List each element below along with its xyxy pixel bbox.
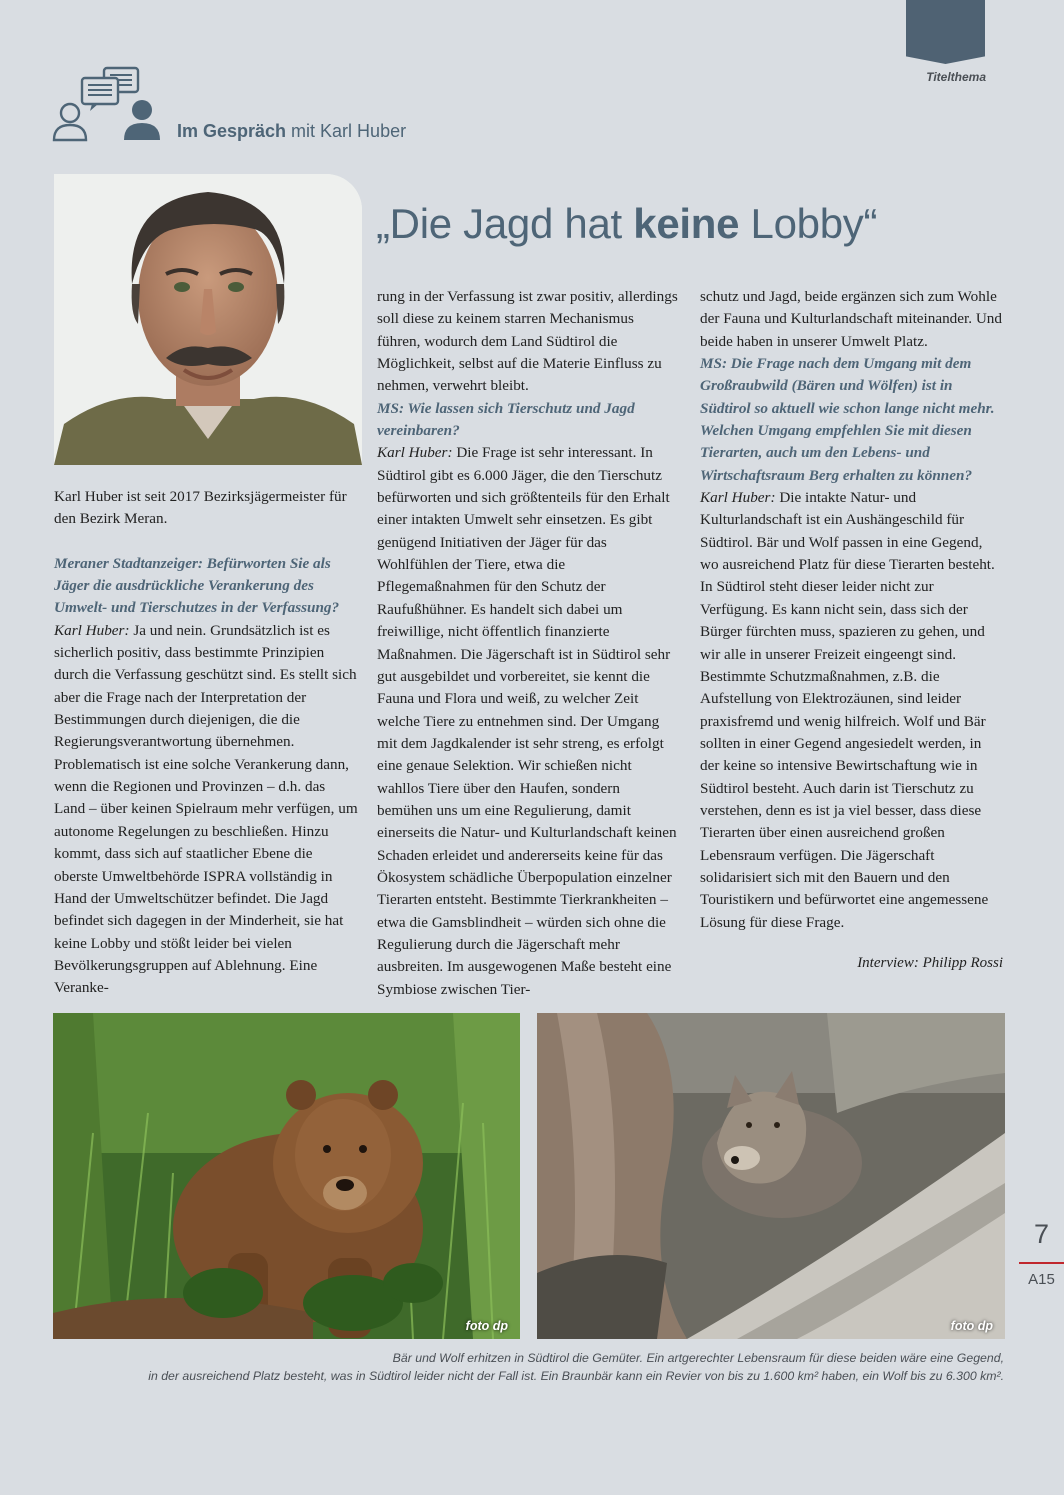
bear-photo <box>53 1013 520 1339</box>
page-number-rule <box>1019 1262 1064 1264</box>
section-tab <box>906 0 985 64</box>
intro-text: Karl Huber ist seit 2017 Bezirksjägermeister für den Bezirk Meran. <box>54 488 347 528</box>
header-title: Im Gespräch mit Karl Huber <box>177 121 407 141</box>
question-3: MS: Die Frage nach dem Umgang mit dem Großraubwild (Bären und Wölfen) ist in Südtirol so aktuell wie schon lange nicht mehr. Welchen Umgang empfehlen Sie mit diesen Tierarten, auch um den Lebens- und Wirtschaftsraum Berg erhalten zu können? <box>700 355 995 484</box>
page-code: A15 <box>1028 1271 1055 1288</box>
section-label: Titelthema <box>926 70 986 84</box>
answer-2: Karl Huber: Die Frage ist sehr interessant. In Südtirol gibt es 6.000 Jäger, die den Tierschutz befürworten und sich größtenteils für den Erhalt einer intakten Umwelt sehr einsetzen. Es gibt genügend Initiativen der Jäger für das Wohlfühlen der Tiere, etwa die Pflegemaßnahmen für den Schutz der Raufußhühner. Es handelt sich dabei um freiwillige, nicht öffentlich finanzierte Maßnahmen. Die Jägerschaft ist in Südtirol sehr gut ausgebildet und vorbereitet, sie kennt die Fauna und Flora und weiß, zu welcher Zeit welche Tiere zu entnehmen sind. Der Umgang mit dem Jagdkalender ist sehr streng, es erfolgt eine genaue Selektion. Wir schießen nicht wahllos Tiere über den Haufen, sondern bemühen uns um eine Regulierung, damit einerseits die Natur- und Kulturlandschaft keinen Schaden erleidet und andererseits keine für das Ökosystem schädliche Überpopulation einzelner Tierarten entsteht. Bestimmte Tierkrankheiten – etwa die Gamsblindheit – würden sich ohne die Regulierung durch die Jägerschaft mehr ausbreiten. Im ausgewogenen Maße besteht eine Symbiose zwischen Tier- <box>377 444 677 998</box>
page-number: 7 <box>1033 1219 1050 1249</box>
photo-caption: Bär und Wolf erhitzen in Südtirol die Gemüter. Ein artgerechter Lebensraum für diese beiden wäre eine Gegend, in der ausreichend Platz besteht, was in Südtirol leider nicht der Fall ist. Ein Braunbär kann ein Revier von bis zu 1.600 km² haben, ein Wolf bis zu 6.300 km². <box>148 1351 1004 1383</box>
interview-chat-icon <box>52 66 164 146</box>
article-column-2 <box>377 286 678 1001</box>
question-1: Meraner Stadtanzeiger: Befürworten Sie als Jäger die ausdrückliche Verankerung des Umwelt- und Tierschutzes in der Verfassung? <box>54 554 340 617</box>
portrait-photo <box>54 174 362 465</box>
wolf-photo <box>537 1013 1005 1339</box>
bear-photo-credit: foto dp <box>465 1319 508 1333</box>
article-column-1 <box>54 486 359 1000</box>
answer-1: Karl Huber: Ja und nein. Grundsätzlich ist es sicherlich positiv, dass bestimmte Prinzipien durch die Verfassung geschützt sind. Es stellt sich aber die Frage nach der Interpretation der Bestimmungen durch diejenigen, die die Regierungsverantwortung übernehmen. Problematisch ist eine solche Verankerung dann, wenn die Regionen und Provinzen – d.h. das Land – über keinen Spielraum mehr verfügen, um autonome Regelungen zu beschließen. Hinzu kommt, dass sich auf staatlicher Ebene die oberste Umweltbehörde ISPRA vollständig in Hand der Umweltschützer befindet. Die Jagd befindet sich dagegen in der Minderheit, sie hat keine Lobby und stößt leider bei vielen Bevölkerungsgruppen auf Ablehnung. Eine Veranke- <box>54 621 358 997</box>
wolf-photo-credit: foto dp <box>950 1319 993 1333</box>
headline: „Die Jagd hat keine Lobby“ <box>376 200 878 247</box>
question-2: MS: Wie lassen sich Tierschutz und Jagd vereinbaren? <box>377 399 635 440</box>
interview-byline: Interview: Philipp Rossi <box>857 955 1003 971</box>
article-column-3 <box>700 286 1003 934</box>
answer-1-continued: rung in der Verfassung ist zwar positiv, allerdings soll diese zu keinem starren Mechanismus führen, wodurch dem Land Südtirol die Möglichkeit, selbst auf die Materie Einfluss zu nehmen, verwehrt bleibt. <box>377 288 678 395</box>
answer-2-continued: schutz und Jagd, beide ergänzen sich zum Wohle der Fauna und Kulturlandschaft miteinander. Und beide haben in unserer Umwelt Platz. <box>700 288 1002 350</box>
answer-3: Karl Huber: Die intakte Natur- und Kulturlandschaft ist ein Aushängeschild für Südtirol. Bär und Wolf passen in eine Gegend, wo ausreichend Platz für diese Tierarten besteht. In Südtirol steht dieser leider nicht zur Verfügung. Es kann nicht sein, dass sich der Bürger fürchten muss, spazieren zu gehen, und wir alle in unserer Freizeit eingeengt sind. Bestimmte Schutzmaßnahmen, z.B. die Aufstellung von Elektrozäunen, sind leider praxisfremd und wenig hilfreich. Wolf und Bär sollten in einer Gegend angesiedelt werden, in der keine so intensive Bewirtschaftung wie in Südtirol besteht. Auch darin ist Tierschutz zu verstehen, denn es ist ja viel besser, dass diese Tierarten über einen ausreichend großen Lebensraum verfügen. Die Jägerschaft solidarisiert sich mit den Bauern und den Touristikern und befürwortet eine angemessene Lösung für diese Frage. <box>700 489 995 931</box>
